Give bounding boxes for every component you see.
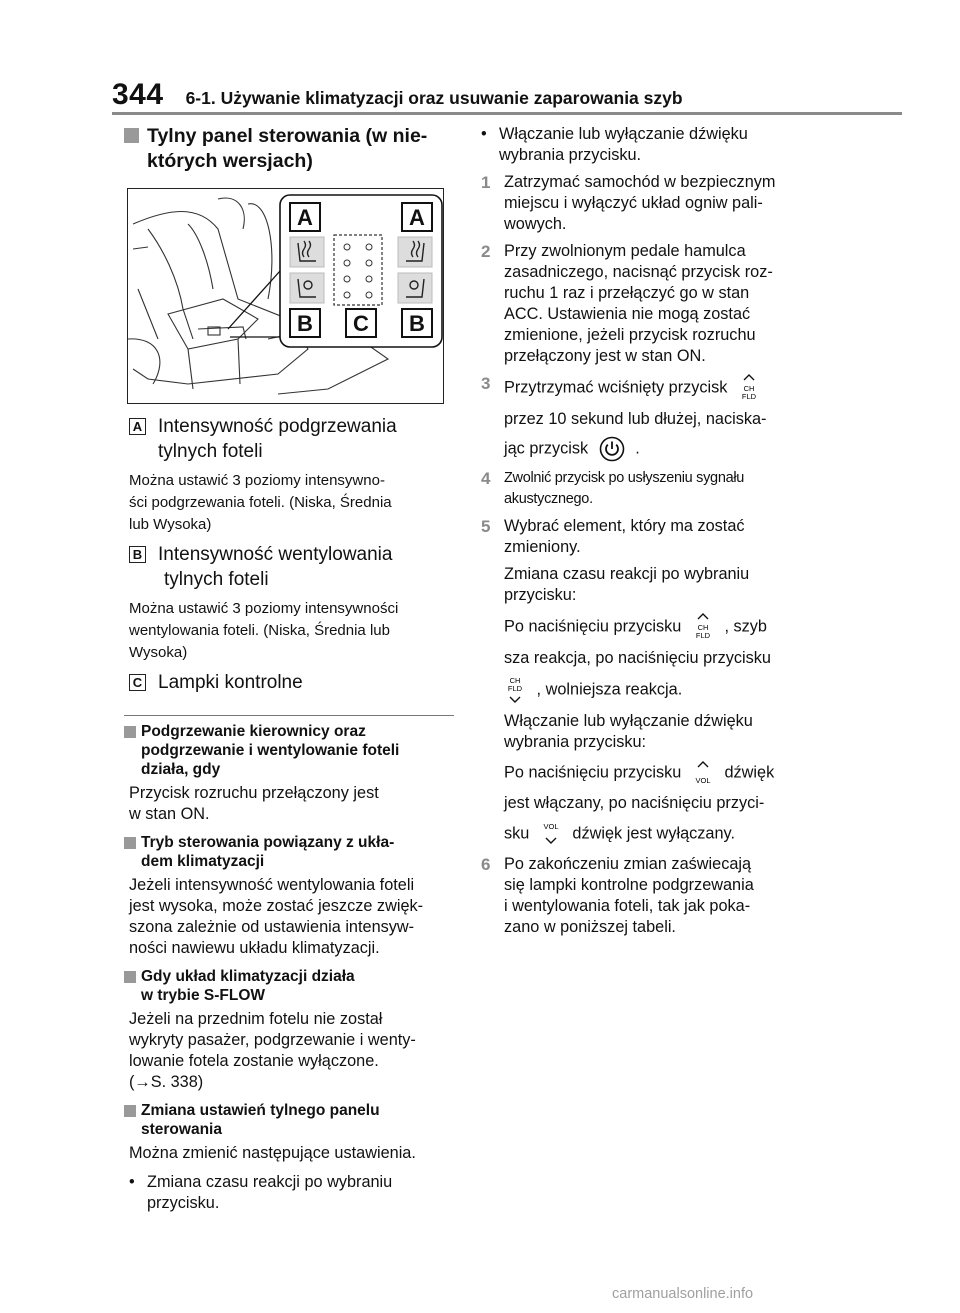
section-divider — [124, 715, 454, 716]
svg-text:CH: CH — [509, 676, 521, 685]
figure-letter-c: C — [353, 311, 369, 336]
item-a: A Intensywność podgrzewania tylnych foteli — [124, 414, 464, 464]
step-6: 6 Po zakończeniu zmian zaświecają się lampki kontrolne podgrzewania i wentylowania foteli, tak jak poka- zano w poniższej tabeli. — [481, 855, 754, 936]
step-4: 4 Zwolnić przycisk po usłyszeniu sygnału akustycznego. — [481, 469, 745, 507]
figure-letter-b-left: B — [297, 311, 313, 336]
step-2: 2 Przy zwolnionym pedale hamulca zasadniczego, nacisnąć przycisk roz- ruchu 1 raz i przełączyć go w stan ACC. Ustawienia nie mogą zostać zmienione, jeżeli przycisk rozruchu przełączony jest w stan ON. — [481, 242, 773, 365]
settings-bullet-response-time: • Zmiana czasu reakcji po wybraniu przycisku. — [129, 1173, 393, 1212]
bullet-dot-icon: • — [481, 125, 487, 143]
settings-bullet-sound: • Włączanie lub wyłączanie dźwięku wybrania przycisku. — [481, 125, 748, 164]
svg-text:FLD: FLD — [695, 631, 710, 640]
square-bullet-icon — [124, 1105, 136, 1117]
square-bullet-icon — [124, 837, 136, 849]
figure-letter-a-left: A — [297, 205, 313, 230]
page-number: 344 — [112, 78, 164, 111]
subsection-linked-mode-title: Tryb sterowania powiązany z ukła- dem klimatyzacji — [124, 833, 464, 871]
label-box-a: A — [129, 418, 146, 435]
svg-text:FLD: FLD — [507, 684, 523, 693]
square-bullet-icon — [124, 128, 139, 143]
item-b-desc: Można ustawić 3 poziomy intensywności wentylowania foteli. (Niska, Średnia lub Wysoka) — [129, 600, 399, 661]
svg-text:VOL: VOL — [695, 776, 711, 785]
subsection-heating-body: Przycisk rozruchu przełączony jest w stan ON. — [129, 784, 379, 823]
label-box-c: C — [129, 674, 146, 691]
power-button-icon — [599, 436, 625, 462]
figure-letter-b-right: B — [409, 311, 425, 336]
subsection-sflow-title: Gdy układ klimatyzacji działa w trybie S-FLOW — [124, 967, 464, 1005]
item-b: B Intensywność wentylowania tylnych foteli — [124, 542, 464, 592]
rear-seat-illustration — [128, 189, 444, 404]
svg-text:FLD: FLD — [741, 392, 757, 401]
subsection-heating-title: Podgrzewanie kierownicy oraz podgrzewanie i wentylowanie foteli działa, gdy — [124, 722, 464, 779]
bullet-dot-icon: • — [129, 1173, 135, 1191]
svg-text:CH: CH — [743, 384, 755, 393]
subsection-settings-body: Można zmienić następujące ustawienia. — [129, 1144, 416, 1162]
subsection-sflow-body: Jeżeli na przednim fotelu nie został wykryty pasażer, podgrzewanie i wenty- lowanie fotela zostanie wyłączone. (→S. 338) — [129, 1010, 416, 1091]
label-box-b: B — [129, 546, 146, 563]
step-3: 3 Przytrzymać wciśnięty przycisk CH FLD przez 10 sekund lub dłużej, naciska- jąc przycisk . — [481, 373, 806, 462]
chapter-title: 6-1. Używanie klimatyzacji oraz usuwanie zaparowania szyb — [185, 88, 683, 108]
svg-text:VOL: VOL — [543, 822, 559, 831]
right-column — [481, 124, 806, 944]
ch-fld-up-icon — [738, 373, 760, 403]
left-column — [124, 124, 464, 1214]
ch-fld-down-icon — [504, 675, 526, 705]
svg-text:CH: CH — [697, 623, 709, 632]
item-c: C Lampki kontrolne — [124, 670, 464, 695]
ch-fld-up-icon — [692, 612, 714, 642]
square-bullet-icon — [124, 971, 136, 983]
rear-panel-figure — [127, 188, 444, 404]
step-1: 1 Zatrzymać samochód w bezpiecznym miejscu i wyłączyć układ ogniw pali- wowych. — [481, 173, 776, 233]
step-5: 5 Wybrać element, który ma zostać zmieniony. Zmiana czasu reakcji po wybraniu przycisku: Po naciśnięciu przycisku CH FLD , szyb sza reakcja, po naciśnięciu przycisku CH FLD , wolniejsza reakcja. Włączanie lub wyłączanie dźwięku wybrania przycisku: Po naciśnięciu przycisku VOL dźwięk jest włączany, po naciśnięciu przyci- sku VOL dźwięk jest wyłączany. — [481, 516, 806, 848]
subsection-linked-mode-body: Jeżeli intensywność wentylowania foteli jest wysoka, może zostać jeszcze zwięk- szona zależnie od ustawienia intensyw- ności nawiewu układu klimatyzacji. — [129, 876, 424, 957]
square-bullet-icon — [124, 726, 136, 738]
subsection-settings-title: Zmiana ustawień tylnego panelu sterowania — [124, 1101, 464, 1139]
vol-up-icon — [692, 759, 714, 787]
figure-letter-a-right: A — [409, 205, 425, 230]
header-rule — [112, 112, 902, 115]
vol-down-icon — [540, 820, 562, 848]
section-title: Tylny panel sterowania (w nie- których wersjach) — [124, 124, 464, 174]
page-header — [112, 78, 683, 112]
item-a-desc: Można ustawić 3 poziomy intensywno- ści podgrzewania foteli. (Niska, Średnia lub Wysoka) — [129, 472, 392, 533]
watermark: carmanualsonline.info — [612, 1286, 754, 1302]
